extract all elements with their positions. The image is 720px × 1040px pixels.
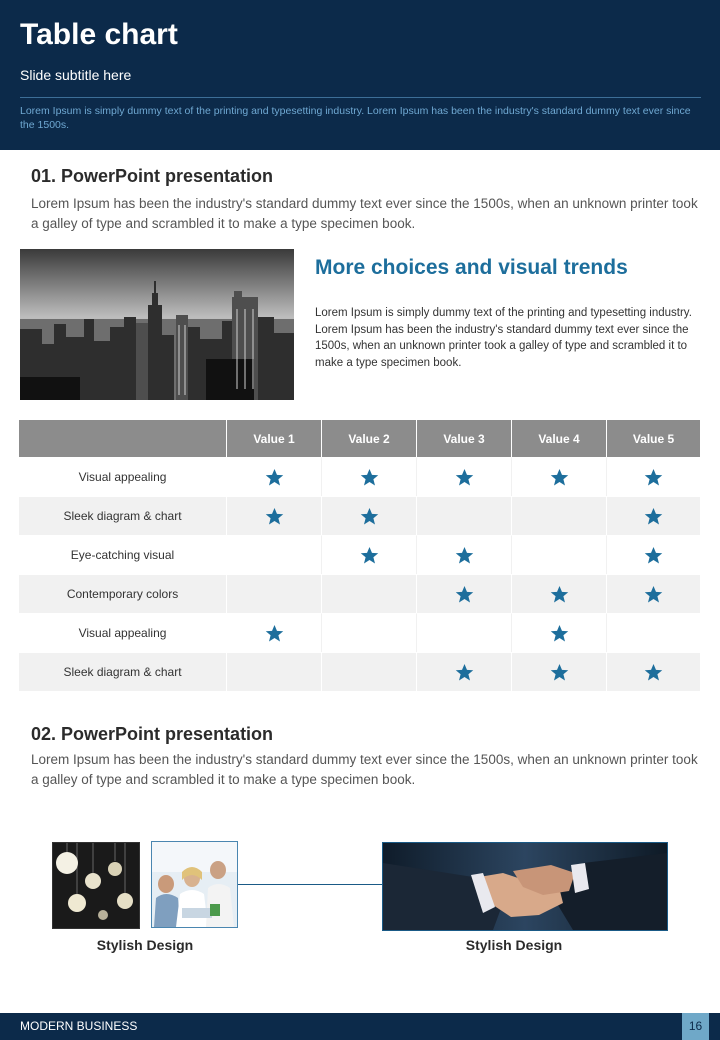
star-icon [455,468,474,487]
section1-body: Lorem Ipsum has been the industry's standard dummy text ever since the 1500s, when an unknown printer took a galley of type and scrambled it to make a type specimen book. [31,196,698,231]
table-cell [607,496,700,535]
table-cell [607,574,700,613]
table-cell [512,535,607,574]
star-icon [265,468,284,487]
row-label: Visual appealing [19,457,227,496]
section2-body: Lorem Ipsum has been the industry's standard dummy text ever since the 1500s, when an unknown printer took a galley of type and scrambled it to make a type specimen book. [31,752,698,787]
star-icon [550,663,569,682]
star-icon [455,546,474,565]
gallery-connector-line [238,884,383,885]
star-icon [644,546,663,565]
table-cell [227,574,322,613]
column-header: Value 1 [227,420,322,457]
header-divider [20,97,701,98]
column-header: Value 2 [322,420,417,457]
section2-title: 02. PowerPoint presentation [31,724,274,744]
table-header-row [19,420,700,457]
business-team-photo [151,841,238,928]
table-row [19,574,700,613]
column-header: Value 5 [607,420,700,457]
table-cell [512,652,607,691]
table-cell [512,496,607,535]
table-cell [227,652,322,691]
comparison-table [19,420,700,691]
star-icon [644,468,663,487]
table-cell [607,652,700,691]
table-cell [417,574,512,613]
table-cell [322,457,417,496]
star-icon [550,468,569,487]
table-row [19,496,700,535]
row-label: Sleek diagram & chart [19,652,227,691]
table-cell [417,457,512,496]
star-icon [360,468,379,487]
row-label: Sleek diagram & chart [19,496,227,535]
star-icon [455,663,474,682]
table-cell [512,574,607,613]
table-cell [322,496,417,535]
row-label: Contemporary colors [19,574,227,613]
gallery-right-caption: Stylish Design [465,937,563,953]
star-icon [265,624,284,643]
table-cell [322,574,417,613]
section1-title: 01. PowerPoint presentation [31,166,274,186]
table-row [19,535,700,574]
star-icon [550,585,569,604]
table-cell [607,613,700,652]
table-cell [607,535,700,574]
row-label: Visual appealing [19,613,227,652]
page-number: 16 [682,1013,709,1040]
feature-title: More choices and visual trends [315,256,628,279]
footer-bar [0,1013,720,1040]
header-lead-text: Lorem Ipsum is simply dummy text of the printing and typesetting industry. Lorem Ipsum has been the industry's standard dummy text ever since the 1500s. [20,105,691,131]
star-icon [644,585,663,604]
city-skyline-photo [20,249,294,400]
footer-brand: MODERN BUSINESS [20,1019,138,1033]
feature-body: Lorem Ipsum is simply dummy text of the printing and typesetting industry. Lorem Ipsum has been the industry's standard dummy text ever since the 1500s, when an unknown printer took a galley of type and scrambled it to make a type specimen book. [315,307,692,369]
table-cell [322,613,417,652]
table-cell [417,613,512,652]
table-cell [512,613,607,652]
header-banner [0,0,720,150]
star-icon [550,624,569,643]
column-header: Value 3 [417,420,512,457]
page-subtitle: Slide subtitle here [20,67,132,83]
handshake-photo [382,842,668,931]
row-label: Eye-catching visual [19,535,227,574]
column-header: Value 4 [512,420,607,457]
table-cell [322,652,417,691]
table-cell [417,496,512,535]
star-icon [360,546,379,565]
table-cell [227,496,322,535]
star-icon [644,507,663,526]
star-icon [360,507,379,526]
gallery-left-caption: Stylish Design [96,937,194,953]
star-icon [455,585,474,604]
star-icon [644,663,663,682]
table-cell [227,457,322,496]
star-icon [265,507,284,526]
table-row [19,613,700,652]
table-cell [417,535,512,574]
light-bulbs-photo [52,842,140,929]
table-cell [322,535,417,574]
table-header-corner [19,420,227,457]
table-row [19,652,700,691]
table-cell [512,457,607,496]
table-row [19,457,700,496]
table-cell [227,613,322,652]
table-cell [417,652,512,691]
page-title: Table chart [20,18,178,51]
table-cell [607,457,700,496]
table-cell [227,535,322,574]
